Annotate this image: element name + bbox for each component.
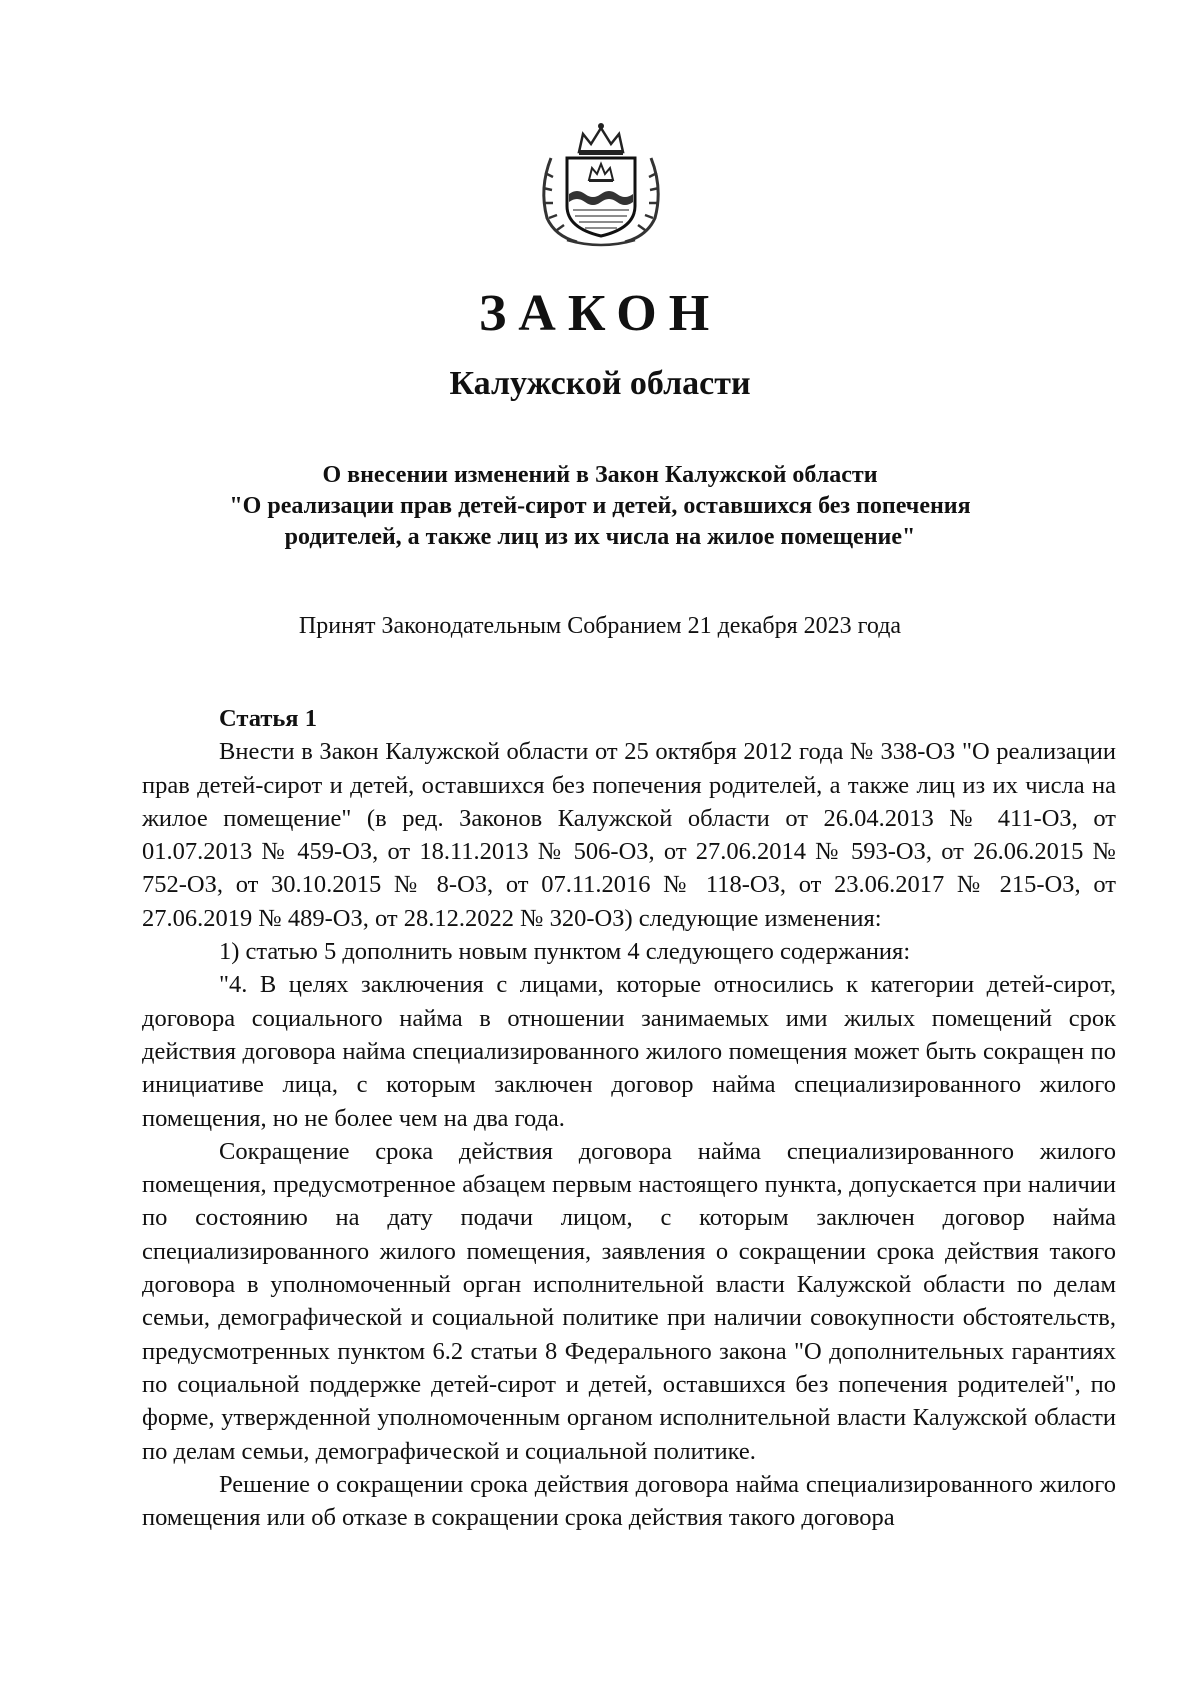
amendment-item: 1) статью 5 дополнить новым пунктом 4 следующего содержания: — [219, 938, 911, 966]
title-line: О внесении изменений в Закон Калужской области — [322, 462, 878, 488]
paragraph: Сокращение срока действия договора найма специализированного жилого помещения, предусмотренное абзацем первым настоящего пункта, допускается при наличии по состоянию на дату подачи лицом, с которым заключен договор найма специализированного жилого помещения, заявления о сокращении срока действия такого договора в уполномоченный орган исполнительной власти Калужской области по делам семьи, демографической и социальной политике при наличии совокупности обстоятельств, предусмотренных пунктом 6.2 статьи 8 Федерального закона "О дополнительных гарантиях по социальной поддержке детей-сирот и детей, оставшихся без попечения родителей", по форме, утвержденной уполномоченным органом исполнительной власти Калужской области по делам семьи, демографической и социальной политике. — [142, 1137, 1116, 1465]
kaluga-region-coat-of-arms-icon — [537, 118, 665, 250]
title-line: "О реализации прав детей-сирот и детей, оставшихся без попечения — [229, 493, 971, 519]
document-body — [142, 702, 1116, 1534]
adoption-note: Принят Законодательным Собранием 21 декабря 2023 года — [298, 613, 902, 639]
article-heading: Статья 1 — [219, 705, 317, 732]
paragraph: Решение о сокращении срока действия договора найма специализированного жилого помещения или об отказе в сокращении срока действия такого договора — [142, 1470, 1116, 1532]
document-title — [190, 460, 1010, 553]
title-line: родителей, а также лиц из их числа на жилое помещение" — [284, 524, 916, 550]
paragraph: "4. В целях заключения с лицами, которые относились к категории детей-сирот, договора социального найма в отношении занимаемых ими жилых помещений срок действия договора найма специализированного жилого помещения может быть сокращен по инициативе лица, с которым заключен договор найма специализированного жилого помещения, но не более чем на два года. — [142, 971, 1116, 1132]
law-heading: ЗАКОН — [478, 285, 722, 342]
region-subheading: Калужской области — [449, 365, 751, 402]
article-intro-paragraph: Внести в Закон Калужской области от 25 октября 2012 года № 338-ОЗ "О реализации прав детей-сирот и детей, оставшихся без попечения родителей, а также лиц из их числа на жилое помещение" (в ред. Законов Калужской области от 26.04.2013 № 411-ОЗ, от 01.07.2013 № 459-ОЗ, от 18.11.2013 № 506-ОЗ, от 27.06.2014 № 593-ОЗ, от 26.06.2015 № 752-ОЗ, от 30.10.2015 № 8-ОЗ, от 07.11.2016 № 118-ОЗ, от 23.06.2017 № 215-ОЗ, от 27.06.2019 № 489-ОЗ, от 28.12.2022 № 320-ОЗ) следующие изменения: — [142, 738, 1116, 932]
